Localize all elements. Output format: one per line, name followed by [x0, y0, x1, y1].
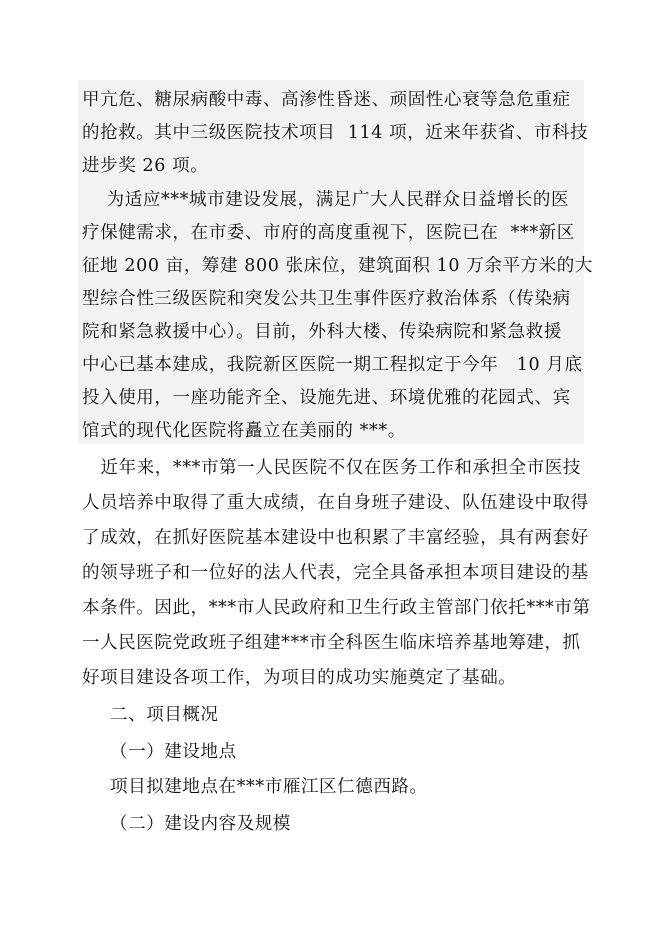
paragraph-line: 征地 200 亩，筹建 800 张床位，建筑面积 10 万余平方米的大	[82, 256, 593, 276]
subsection-heading-location: （一）建设地点	[110, 742, 237, 762]
paragraph-line: 疗保健需求，在市委、市府的高度重视下，医院已在 ***新区	[82, 223, 575, 243]
paragraph-line: 本条件。因此，***市人民政府和卫生行政主管部门依托***市第	[82, 598, 591, 618]
location-text: 项目拟建地点在***市雁江区仁德西路。	[110, 777, 428, 797]
subsection-heading-content: （二）建设内容及规模	[110, 814, 291, 834]
paragraph-line: 了成效，在抓好医院基本建设中也积累了丰富经验，具有两套好	[82, 528, 589, 548]
paragraph-line: 一人民医院党政班子组建***市全科医生临床培养基地筹建，抓	[82, 633, 581, 653]
paragraph-line: 中心已基本建成，我院新区医院一期工程拟定于今年 10 月底	[82, 355, 583, 375]
paragraph-line: 为适应***城市建设发展，满足广大人民群众日益增长的医	[82, 190, 570, 210]
paragraph-line: 甲亢危、糖尿病酸中毒、高渗性昏迷、顽固性心衰等急危重症	[82, 90, 571, 110]
paragraph-line: 好项目建设各项工作，为项目的成功实施奠定了基础。	[82, 668, 517, 688]
paragraph-line: 投入使用，一座功能齐全、设施先进、环境优雅的花园式、宾	[82, 388, 571, 408]
paragraph-line: 进步奖 26 项。	[82, 156, 209, 176]
paragraph-line: 的抢救。其中三级医院技术项目 114 项，近来年获省、市科技	[82, 123, 589, 143]
paragraph-line: 的领导班子和一位好的法人代表，完全具备承担本项目建设的基	[82, 563, 589, 583]
paragraph-line: 人员培养中取得了重大成绩，在自身班子建设、队伍建设中取得	[82, 493, 589, 513]
paragraph-line: 院和紧急救援中心）。目前，外科大楼、传染病院和紧急救援	[82, 322, 562, 342]
section-heading-overview: 二、项目概况	[110, 705, 219, 725]
paragraph-line: 馆式的现代化医院将矗立在美丽的 ***。	[82, 421, 406, 441]
paragraph-line: 近年来，***市第一人民医院不仅在医务工作和承担全市医技	[82, 458, 582, 478]
paragraph-line: 型综合性三级医院和突发公共卫生事件医疗救治体系（传染病	[82, 289, 571, 309]
